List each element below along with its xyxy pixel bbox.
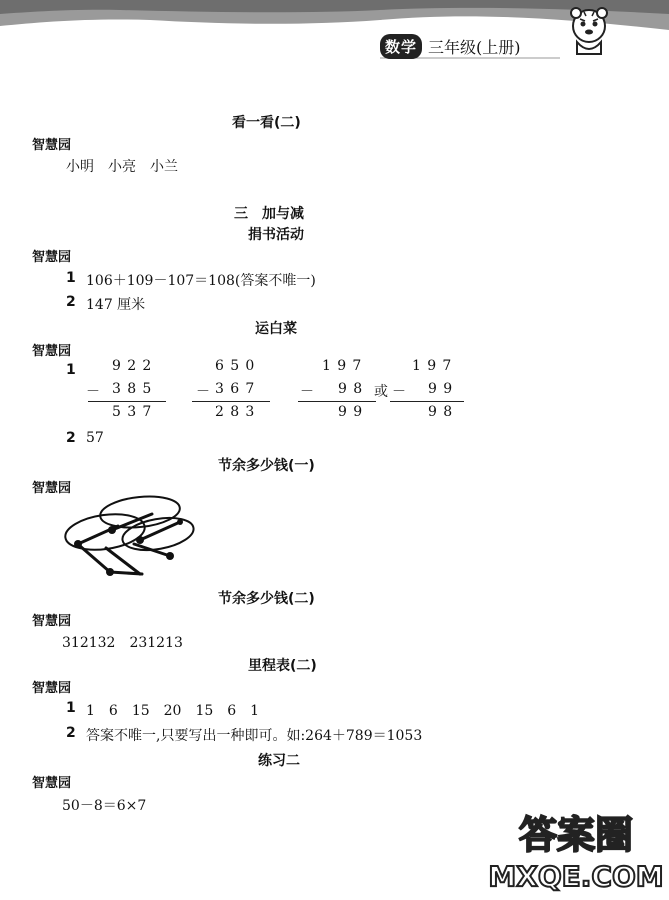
- section-title-yunbaicai: 运白菜: [255, 321, 297, 337]
- answer-text: 312132 231213: [62, 635, 183, 651]
- section-label: 智慧园: [32, 138, 72, 153]
- section-label: 智慧园: [32, 776, 72, 791]
- answer-text: 50－8＝6×7: [62, 798, 147, 814]
- question-number: 2: [66, 294, 76, 310]
- section-title-jieyu1: 节余多少钱(一): [218, 458, 315, 474]
- tiger-mascot-icon: [566, 6, 612, 58]
- grade-label: 三年级(上册): [428, 38, 521, 57]
- calc-top: 197: [322, 358, 368, 374]
- watermark-line2: MXQE.COM: [488, 860, 664, 893]
- subject-badge: 数学: [380, 34, 422, 59]
- calc-rule: [192, 401, 270, 402]
- calc-rule: [298, 401, 376, 402]
- matchstick-diagram: [60, 494, 200, 586]
- section-title-lianxi: 练习二: [258, 753, 300, 769]
- section-title-kan: 看一看(二): [232, 115, 301, 131]
- minus-sign: －: [196, 384, 210, 400]
- subject-grade-label: [380, 34, 521, 59]
- section-title-juanshu: 捐书活动: [248, 227, 304, 243]
- section-label: 智慧园: [32, 481, 72, 496]
- calc-subtrahend: 367: [215, 381, 261, 397]
- answer-text: 答案不唯一,只要写出一种即可。如:264＋789＝1053: [86, 728, 423, 744]
- calc-subtrahend: 98: [338, 381, 369, 397]
- calc-top: 650: [215, 358, 261, 374]
- section-label: 智慧园: [32, 614, 72, 629]
- minus-sign: －: [392, 384, 406, 400]
- answer-text: 57: [86, 430, 104, 446]
- question-number: 1: [66, 362, 76, 378]
- section-label: 智慧园: [32, 344, 72, 359]
- question-number: 1: [66, 700, 76, 716]
- calc-subtrahend: 385: [112, 381, 158, 397]
- calc-subtrahend: 99: [428, 381, 459, 397]
- unit-title: 三 加与减: [234, 206, 304, 222]
- calc-result: 99: [338, 404, 369, 420]
- minus-sign: －: [300, 384, 314, 400]
- section-title-licheng: 里程表(二): [248, 658, 317, 674]
- watermark-line1: 答案圈: [518, 813, 634, 857]
- calc-result: 283: [215, 404, 261, 420]
- or-word: 或: [374, 384, 388, 400]
- answer-text: 小明 小亮 小兰: [66, 159, 178, 175]
- answer-text: 147 厘米: [86, 297, 146, 313]
- question-number: 1: [66, 270, 76, 286]
- minus-sign: －: [86, 384, 100, 400]
- section-label: 智慧园: [32, 250, 72, 265]
- section-label: 智慧园: [32, 681, 72, 696]
- site-watermark-logo: [486, 800, 666, 896]
- calc-rule: [390, 401, 464, 402]
- answer-text: 106＋109－107＝108(答案不唯一): [86, 273, 316, 289]
- answer-text: 1 6 15 20 15 6 1: [86, 703, 260, 719]
- question-number: 2: [66, 430, 76, 446]
- calc-result: 98: [428, 404, 459, 420]
- section-title-jieyu2: 节余多少钱(二): [218, 591, 315, 607]
- question-number: 2: [66, 725, 76, 741]
- calc-top: 922: [112, 358, 158, 374]
- calc-rule: [88, 401, 166, 402]
- calc-result: 537: [112, 404, 158, 420]
- calc-top: 197: [412, 358, 458, 374]
